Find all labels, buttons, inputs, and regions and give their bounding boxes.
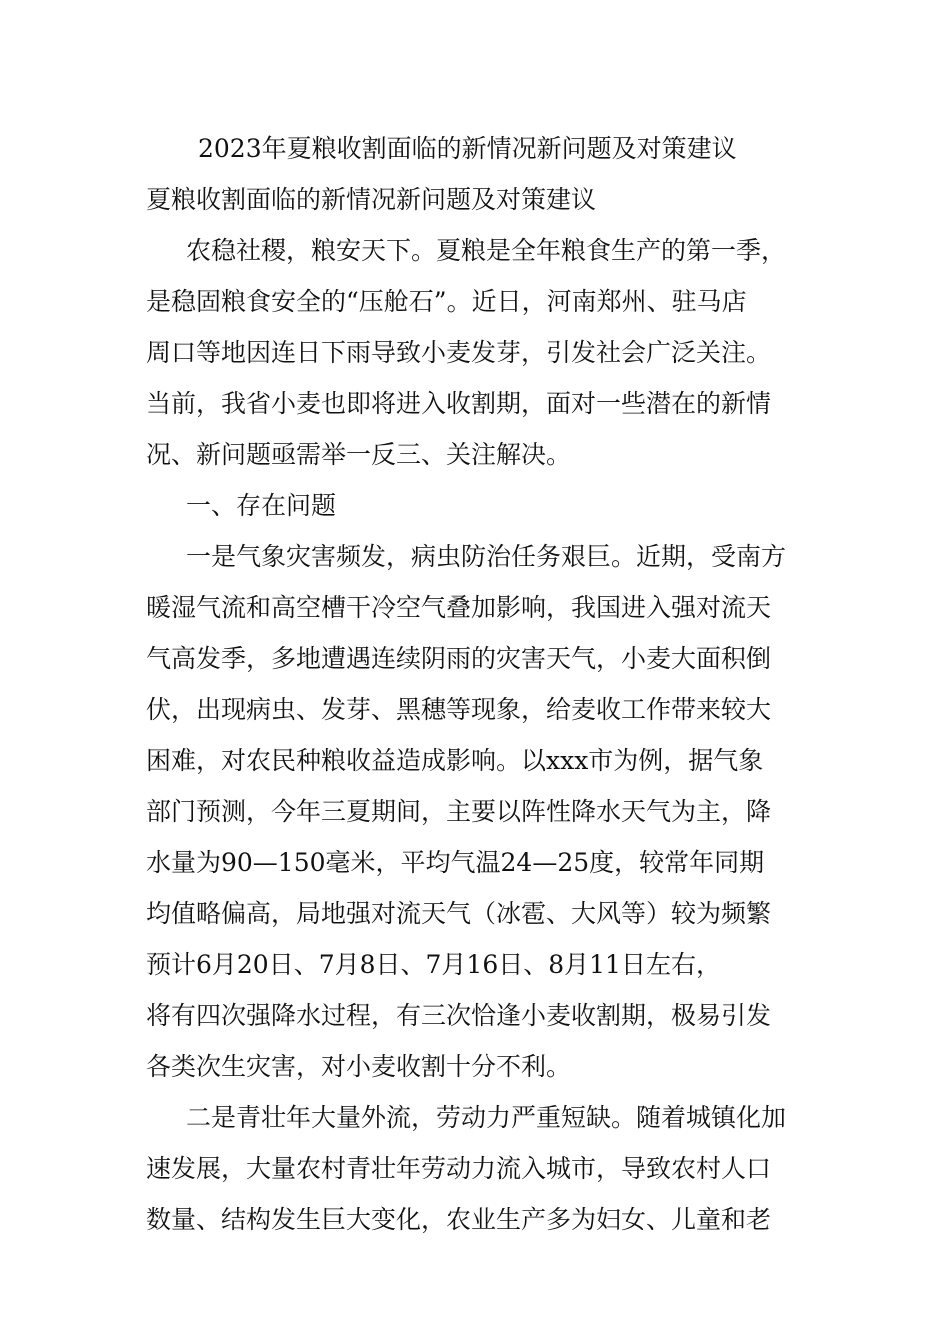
document-title: 2023年夏粮收割面临的新情况新问题及对策建议	[198, 134, 737, 163]
document-subtitle: 夏粮收割面临的新情况新问题及对策建议	[146, 185, 597, 214]
paragraph-line: 伏，出现病虫、发芽、黑穗等现象，给麦收工作带来较大	[146, 695, 772, 724]
paragraph-line: 是稳固粮食安全的“压舱石”。近日，河南郑州、驻马店	[146, 287, 747, 316]
section-heading: 一、存在问题	[186, 491, 337, 520]
paragraph-line: 预计6月20日、7月8日、7月16日、8月11日左右，	[146, 950, 721, 979]
paragraph-line: 农稳社稷，粮安天下。夏粮是全年粮食生产的第一季，	[186, 236, 787, 265]
paragraph-line: 气高发季，多地遭遇连续阴雨的灾害天气，小麦大面积倒	[146, 644, 772, 673]
paragraph-line: 数量、结构发生巨大变化，农业生产多为妇女、儿童和老	[146, 1205, 772, 1234]
paragraph-line: 部门预测，今年三夏期间，主要以阵性降水天气为主，降	[146, 797, 772, 826]
paragraph-line: 暖湿气流和高空槽干冷空气叠加影响，我国进入强对流天	[146, 593, 772, 622]
paragraph-line: 水量为90—150毫米，平均气温24—25度，较常年同期	[146, 848, 765, 877]
paragraph-line: 周口等地因连日下雨导致小麦发芽，引发社会广泛关注。	[146, 338, 772, 367]
paragraph-line: 各类次生灾害，对小麦收割十分不利。	[146, 1052, 572, 1081]
paragraph-line: 二是青壮年大量外流，劳动力严重短缺。随着城镇化加	[186, 1103, 787, 1132]
paragraph-line: 速发展，大量农村青壮年劳动力流入城市，导致农村人口	[146, 1154, 772, 1183]
paragraph-line: 均值略偏高，局地强对流天气（冰雹、大风等）较为频繁	[146, 899, 772, 928]
paragraph-line: 困难，对农民种粮收益造成影响。以xxx市为例，据气象	[146, 746, 764, 775]
paragraph-line: 当前，我省小麦也即将进入收割期，面对一些潜在的新情	[146, 389, 772, 418]
paragraph-line: 将有四次强降水过程，有三次恰逢小麦收割期，极易引发	[146, 1001, 772, 1030]
paragraph-line: 况、新问题亟需举一反三、关注解决。	[146, 440, 572, 469]
paragraph-line: 一是气象灾害频发，病虫防治任务艰巨。近期，受南方	[186, 542, 787, 571]
